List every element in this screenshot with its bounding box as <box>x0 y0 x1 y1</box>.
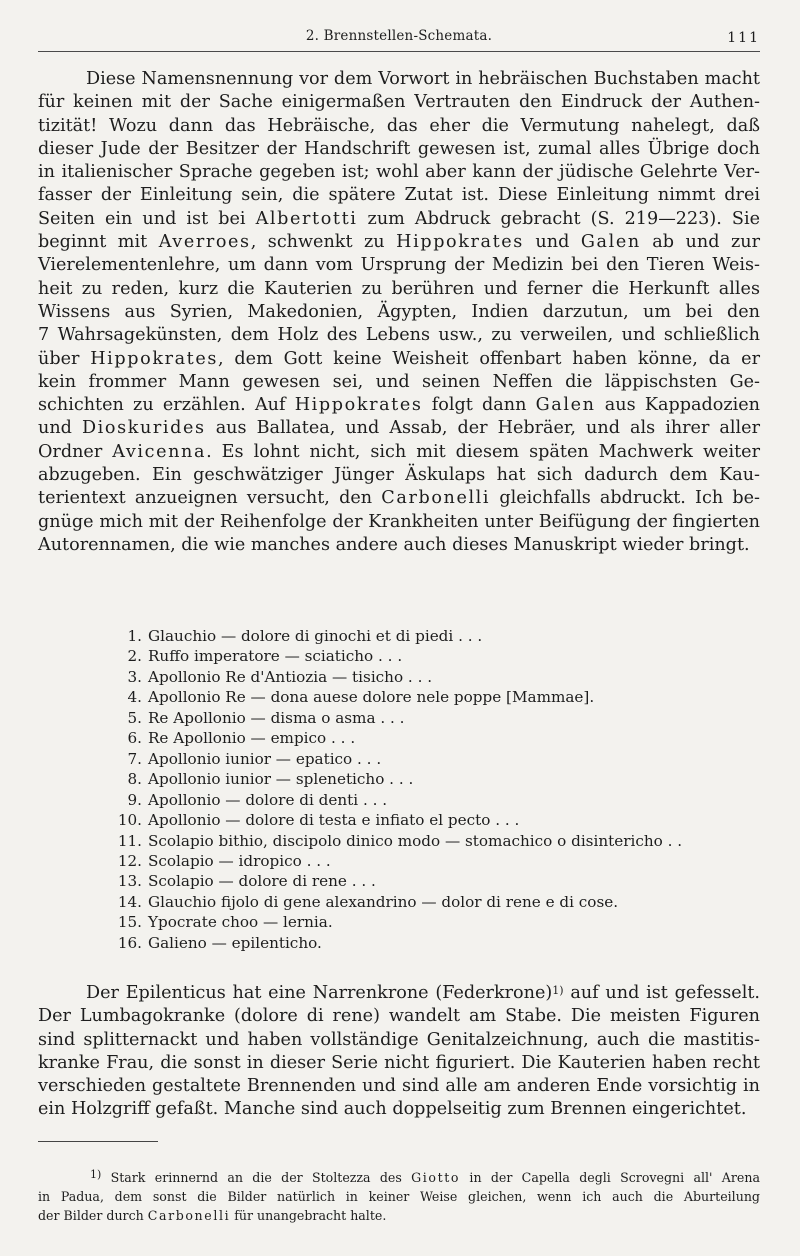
list-item <box>92 769 782 789</box>
text-line: Autorennamen, die wie manches andere auch dieses Manuskript wieder bringt. <box>38 534 750 555</box>
list-number: 4. <box>127 688 142 707</box>
list-number: 1. <box>127 627 142 645</box>
list-number: 3. <box>127 667 142 686</box>
list-number: 14. <box>117 892 142 911</box>
text-line: verschieden gestaltete Brennenden und sind alle am anderen Ende vorsichtig in <box>38 1076 760 1097</box>
list-number: 2. <box>127 647 142 666</box>
header-rule <box>38 51 760 52</box>
list-item <box>92 646 782 666</box>
list-text: Scolapio — dolore di rene . . . <box>148 872 376 891</box>
list-text: Scolapio bithio, discipolo dinico modo — stomachico o disintericho . . <box>148 831 683 850</box>
text-line: ein Holzgriff gefaßt. Manche sind auch doppelseitig zum Brennen eingerichtet. <box>38 1099 747 1120</box>
text-line: Wissens aus Syrien, Makedonien, Ägypten, Indien darzutun, um bei den <box>38 301 760 322</box>
list-number: 8. <box>127 770 142 789</box>
text-line: heit zu reden, kurz die Kauterien zu berühren und ferner die Herkunft alles <box>38 278 760 299</box>
running-title: 2. Brennstellen-Schemata. <box>305 28 493 44</box>
footnote-number: 1) <box>90 1168 102 1181</box>
list-item <box>92 728 782 748</box>
page-number: 111 <box>727 30 760 46</box>
list-item <box>92 749 782 769</box>
text-line: Ordner Avicenna. Es lohnt nicht, sich mit diesem späten Machwerk weiter <box>38 441 760 462</box>
list-number: 10. <box>117 811 142 830</box>
footnote-line: der Bilder durch Carbonelli für unangebracht halte. <box>38 1208 387 1223</box>
text-line: fasser der Einleitung sein, die spätere Zutat ist. Diese Einleitung nimmt drei <box>38 185 760 206</box>
list-number: 15. <box>117 913 142 932</box>
list-number: 7. <box>127 749 142 768</box>
text-line: über Hippokrates, dem Gott keine Weisheit offenbart haben könne, da er <box>38 348 760 369</box>
list-text: Apollonio Re d'Antiozia — tisicho . . . <box>148 667 433 686</box>
text-line: tizität! Wozu dann das Hebräische, das eher die Vermutung nahelegt, daß <box>38 115 760 136</box>
list-text: Apollonio — dolore di testa e infiato el pecto . . . <box>148 811 520 830</box>
list-item <box>92 626 782 646</box>
list-text: Glauchio fijolo di gene alexandrino — dolor di rene e di cose. <box>148 892 619 911</box>
text-line: dieser Jude der Besitzer der Handschrift gewesen ist, zumal alles Übrige doch <box>38 138 760 159</box>
list-text: Apollonio Re — dona auese dolore nele poppe [Mammae]. <box>148 688 595 707</box>
text-line: in italienischer Sprache gegeben ist; wohl aber kann der jüdische Gelehrte Ver- <box>38 162 760 183</box>
list-text: Re Apollonio — empico . . . <box>148 729 356 748</box>
text-line: kranke Frau, die sonst in dieser Serie nicht figuriert. Die Kauterien haben recht <box>38 1052 760 1073</box>
text-line: beginnt mit Averroes, schwenkt zu Hippokrates und Galen ab und zur <box>38 232 760 253</box>
list-item <box>92 810 782 830</box>
list-text: Apollonio — dolore di denti . . . <box>148 790 388 809</box>
text-line: 7 Wahrsagekünsten, dem Holz des Lebens usw., zu verweilen, und schließlich <box>38 325 760 346</box>
text-line: gnüge mich mit der Reihenfolge der Krankheiten unter Beifügung der fingierten <box>38 511 760 532</box>
list-number: 6. <box>127 729 142 748</box>
list-text: Apollonio iunior — epatico . . . <box>148 749 382 768</box>
list-item <box>92 708 782 728</box>
list-number: 16. <box>117 933 142 952</box>
disease-list <box>92 626 782 953</box>
list-item <box>92 871 782 891</box>
list-item <box>92 790 782 810</box>
list-number: 11. <box>117 831 142 850</box>
list-text: Ypocrate choo — lernia. <box>148 913 333 932</box>
footnote-marker: 1) <box>552 984 564 997</box>
list-text: Apollonio iunior — spleneticho . . . <box>148 770 414 789</box>
text-line: sind splitternackt und haben vollständige Genitalzeichnung, auch die mastitis- <box>38 1029 760 1050</box>
text-line: Der Epilenticus hat eine Narrenkrone (Federkrone)$^{1)}$ auf und ist gefesselt. <box>86 983 760 1003</box>
list-text: Galieno — epilenticho. <box>148 933 322 952</box>
list-text: Re Apollonio — disma o asma . . . <box>148 708 405 727</box>
list-number: 13. <box>117 872 142 891</box>
list-number: 5. <box>127 708 142 727</box>
paragraph-description <box>38 982 760 1122</box>
list-number: 12. <box>117 851 142 870</box>
list-number: 9. <box>127 790 142 809</box>
list-item <box>92 933 782 953</box>
list-item <box>92 892 782 912</box>
text-line: schichten zu erzählen. Auf Hippokrates folgt dann Galen aus Kappadozien <box>38 395 760 416</box>
footnote-line: 1) Stark erinnernd an die der Stoltezza des Giotto in der Capella degli Scrovegni all' Arena <box>90 1168 760 1185</box>
footnote-rule <box>38 1141 158 1142</box>
list-text: Scolapio — idropico . . . <box>148 851 331 870</box>
list-item <box>92 831 782 851</box>
list-item <box>92 667 782 687</box>
list-text: Ruffo imperatore — sciaticho . . . <box>148 647 403 666</box>
text-line: für keinen mit der Sache einigermaßen Vertrauten den Eindruck der Authen- <box>38 92 760 113</box>
text-line: Vierelementenlehre, um dann vom Ursprung der Medizin bei den Tieren Weis- <box>38 255 760 276</box>
list-text: Glauchio — dolore di ginochi et di piedi . . . <box>148 627 483 645</box>
text-line: terientext anzueignen versucht, den Carbonelli gleichfalls abdruckt. Ich be- <box>38 488 760 509</box>
list-item <box>92 687 782 707</box>
text-line: Der Lumbagokranke (dolore di rene) wandelt am Stabe. Die meisten Figuren <box>38 1006 760 1027</box>
paragraph-intro <box>38 68 760 557</box>
text-line: abzugeben. Ein geschwätziger Jünger Äskulaps hat sich dadurch dem Kau- <box>38 465 760 486</box>
text-line: und Dioskurides aus Ballatea, und Assab, der Hebräer, und als ihrer aller <box>38 418 760 439</box>
footnote-line: in Padua, dem sonst die Bilder natürlich in keiner Weise gleichen, wenn ich auch die Aburteilung <box>38 1189 760 1204</box>
list-item <box>92 912 782 932</box>
text-line: kein frommer Mann gewesen sei, und seinen Neffen die läppischsten Ge- <box>38 371 760 392</box>
footnote <box>38 1168 760 1225</box>
text-line: Seiten ein und ist bei Albertotti zum Abdruck gebracht (S. 219—223). Sie <box>38 208 760 229</box>
list-item <box>92 851 782 871</box>
page-header <box>38 24 760 52</box>
text-line: Diese Namensnennung vor dem Vorwort in hebräischen Buchstaben macht <box>86 69 760 89</box>
